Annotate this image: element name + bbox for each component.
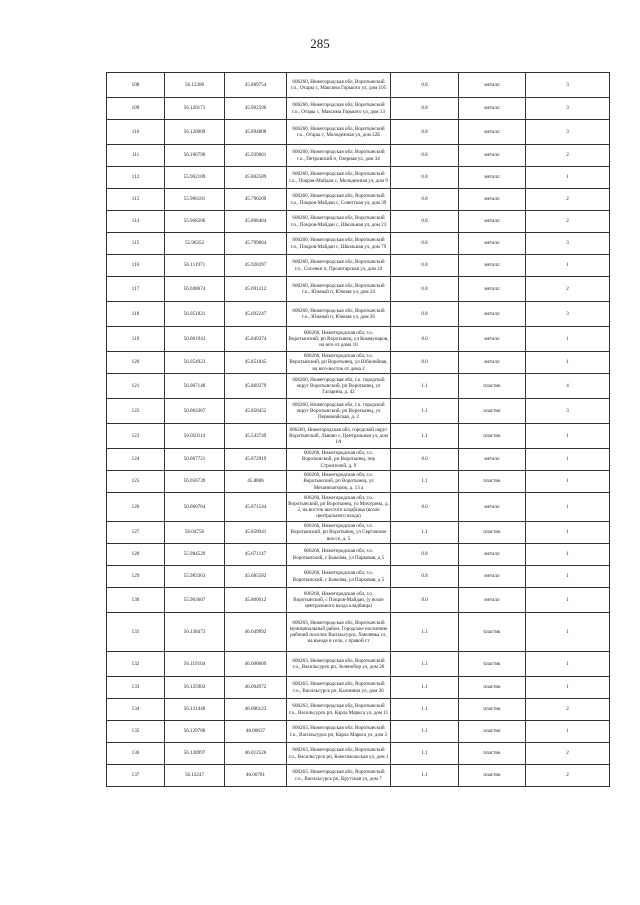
longitude-cell: 45.849374: [225, 327, 287, 352]
latitude-cell: 56.138473: [165, 613, 225, 652]
row-number-cell: 128: [107, 544, 165, 566]
row-number-cell: 125: [107, 471, 165, 493]
volume-cell: 1.1: [391, 652, 459, 677]
count-cell: 1: [526, 652, 610, 677]
table-row: [107, 566, 610, 588]
address-cell: 606260, Нижегородская обл, Воротынский г.о., Покров-Майдан с, Молодежная ул, дом 9: [287, 167, 391, 189]
row-number-cell: 110: [107, 120, 165, 145]
volume-cell: 1.1: [391, 699, 459, 721]
latitude-cell: 56.048674: [165, 277, 225, 302]
row-number-cell: 122: [107, 399, 165, 424]
material-cell: пластик: [459, 652, 526, 677]
volume-cell: 0.8: [391, 233, 459, 255]
longitude-cell: 46.006123: [225, 699, 287, 721]
volume-cell: 0.8: [391, 544, 459, 566]
table-row: [107, 493, 610, 522]
latitude-cell: 55.966101: [165, 189, 225, 211]
material-cell: пластик: [459, 743, 526, 765]
address-cell: 606260, Нижегородская обл, г.о. городской округ Воротынский, рп Воротынец, ул Первомайская, д. 2: [287, 399, 391, 424]
latitude-cell: 56.056739: [165, 471, 225, 493]
volume-cell: 0.8: [391, 98, 459, 120]
count-cell: 1: [526, 566, 610, 588]
longitude-cell: 45.894808: [225, 120, 287, 145]
row-number-cell: 131: [107, 613, 165, 652]
row-number-cell: 132: [107, 652, 165, 677]
address-cell: 606260, Нижегородская обл, г.о. Воротынский, рп Воротынец, ул Юбилейная, на юго-восток от дома 2: [287, 352, 391, 374]
longitude-cell: 46.012526: [225, 743, 287, 765]
latitude-cell: 56.120009: [165, 120, 225, 145]
volume-cell: 1.1: [391, 743, 459, 765]
material-cell: металл: [459, 233, 526, 255]
count-cell: 1: [526, 352, 610, 374]
count-cell: 1: [526, 424, 610, 449]
longitude-cell: 45.869379: [225, 374, 287, 399]
row-number-cell: 137: [107, 765, 165, 787]
volume-cell: 0.8: [391, 73, 459, 98]
material-cell: металл: [459, 255, 526, 277]
count-cell: 1: [526, 471, 610, 493]
longitude-cell: 45.872919: [225, 449, 287, 471]
table-row: [107, 211, 610, 233]
table-row: [107, 449, 610, 471]
longitude-cell: 45.692247: [225, 302, 287, 327]
material-cell: пластик: [459, 765, 526, 787]
count-cell: 1: [526, 721, 610, 743]
count-cell: 1: [526, 677, 610, 699]
row-number-cell: 113: [107, 189, 165, 211]
page-number: 285: [310, 36, 330, 51]
material-cell: пластик: [459, 424, 526, 449]
row-number-cell: 124: [107, 449, 165, 471]
longitude-cell: 45.799664: [225, 233, 287, 255]
volume-cell: 1.1: [391, 374, 459, 399]
material-cell: пластик: [459, 522, 526, 544]
address-cell: 606260, Нижегородская обл, г.о. Воротынский, рп Воротынец, ул Коммунаров, на юге от дома 10: [287, 327, 391, 352]
address-cell: 606263, Нижегородская обл, Воротынский г.о., Васильсурск рп, Зеленобор ул, дом 20: [287, 652, 391, 677]
longitude-cell: 45.858941: [225, 522, 287, 544]
volume-cell: 8.0: [391, 449, 459, 471]
table-row: [107, 120, 610, 145]
volume-cell: 1.1: [391, 522, 459, 544]
material-cell: металл: [459, 449, 526, 471]
material-cell: металл: [459, 352, 526, 374]
material-cell: металл: [459, 98, 526, 120]
volume-cell: 1.1: [391, 677, 459, 699]
longitude-cell: 45.543749: [225, 424, 287, 449]
count-cell: 1: [526, 449, 610, 471]
latitude-cell: 56.131448: [165, 699, 225, 721]
material-cell: металл: [459, 277, 526, 302]
material-cell: металл: [459, 588, 526, 613]
count-cell: 3: [526, 233, 610, 255]
longitude-cell: 46.049992: [225, 613, 287, 652]
latitude-cell: 56.128997: [165, 743, 225, 765]
table-row: [107, 613, 610, 652]
table-row: [107, 189, 610, 211]
address-cell: 606260, Нижегородская обл, г.о. Воротынский, с Быкоіма, ул Парковая, д 5: [287, 566, 391, 588]
row-number-cell: 116: [107, 255, 165, 277]
count-cell: 3: [526, 120, 610, 145]
count-cell: 1: [526, 327, 610, 352]
address-cell: 606260, Нижегородская обл, г.о. Воротынский, рп Воротынец, ул Сергачское шоссе, д. 5: [287, 522, 391, 544]
address-cell: 606260, Нижегородская обл, г.о. Воротынский, с Быкоіма, ул Парковая, д 5: [287, 544, 391, 566]
volume-cell: 1.1: [391, 399, 459, 424]
volume-cell: 0.8: [391, 302, 459, 327]
address-cell: 606260, Нижегородская обл, Воротынский г.о., Южный п, Южная ул, дом 24: [287, 277, 391, 302]
latitude-cell: 56.129788: [165, 721, 225, 743]
row-number-cell: 117: [107, 277, 165, 302]
latitude-cell: 56.111971: [165, 255, 225, 277]
longitude-cell: 45.871544: [225, 493, 287, 522]
volume-cell: 8.0: [391, 493, 459, 522]
material-cell: пластик: [459, 399, 526, 424]
latitude-cell: 55.96352: [165, 233, 225, 255]
latitude-cell: 56.12306: [165, 73, 225, 98]
row-number-cell: 135: [107, 721, 165, 743]
material-cell: металл: [459, 145, 526, 167]
longitude-cell: 45.671147: [225, 544, 287, 566]
volume-cell: 1.1: [391, 613, 459, 652]
volume-cell: 0.8: [391, 120, 459, 145]
volume-cell: 1.1: [391, 471, 459, 493]
longitude-cell: 45.8806: [225, 471, 287, 493]
count-cell: 3: [526, 98, 610, 120]
table-row: [107, 352, 610, 374]
longitude-cell: 46.008609: [225, 652, 287, 677]
row-number-cell: 126: [107, 493, 165, 522]
table-row: [107, 277, 610, 302]
count-cell: 1: [526, 167, 610, 189]
latitude-cell: 56.063367: [165, 399, 225, 424]
count-cell: 3: [526, 399, 610, 424]
latitude-cell: 56.067721: [165, 449, 225, 471]
row-number-cell: 134: [107, 699, 165, 721]
count-cell: 2: [526, 277, 610, 302]
volume-cell: 0.8: [391, 145, 459, 167]
longitude-cell: 45.889754: [225, 73, 287, 98]
latitude-cell: 55.983363: [165, 566, 225, 588]
address-cell: 606260, Нижегородская обл, Воротынский г.о., Покров-Майдан с, Школьная ул, дом 23: [287, 211, 391, 233]
material-cell: металл: [459, 211, 526, 233]
material-cell: пластик: [459, 721, 526, 743]
latitude-cell: 56.054923: [165, 352, 225, 374]
row-number-cell: 119: [107, 327, 165, 352]
material-cell: пластик: [459, 677, 526, 699]
latitude-cell: 55.963607: [165, 588, 225, 613]
address-cell: 606263, Нижегородская обл, Воротынский г.о., Васильсурск рп, Комсомольская ул, дом 1: [287, 743, 391, 765]
material-cell: металл: [459, 73, 526, 98]
address-cell: 606263, Нижегородская обл, Воротынский г.о., Васильсурск рп, Карла Маркса ул, дом 3: [287, 721, 391, 743]
table-row: [107, 399, 610, 424]
row-number-cell: 118: [107, 302, 165, 327]
address-cell: 606260, Нижегородская обл, Воротынский г.о., Петровский п, Озерная ул, дом 34: [287, 145, 391, 167]
table-row: [107, 255, 610, 277]
latitude-cell: 56.067148: [165, 374, 225, 399]
address-cell: 606260, Нижегородская обл, Воротынский г.о., Покров-Майдан с, Школьная ул, дом 79: [287, 233, 391, 255]
material-cell: металл: [459, 189, 526, 211]
table-row: [107, 327, 610, 352]
count-cell: 2: [526, 189, 610, 211]
volume-cell: 1.1: [391, 721, 459, 743]
volume-cell: 0.8: [391, 167, 459, 189]
table-body: [107, 73, 610, 787]
material-cell: металл: [459, 493, 526, 522]
container-sites-table: [106, 72, 610, 787]
row-number-cell: 115: [107, 233, 165, 255]
table-row: [107, 73, 610, 98]
volume-cell: 1.1: [391, 765, 459, 787]
row-number-cell: 109: [107, 98, 165, 120]
longitude-cell: 45.858452: [225, 399, 287, 424]
volume-cell: 8.0: [391, 352, 459, 374]
table-row: [107, 424, 610, 449]
count-cell: 2: [526, 211, 610, 233]
row-number-cell: 123: [107, 424, 165, 449]
address-cell: 606260, Нижегородская обл, Воротынский г.о., Покров-Майдан с, Советская ул, дом 39: [287, 189, 391, 211]
longitude-cell: 45.691212: [225, 277, 287, 302]
material-cell: пластик: [459, 613, 526, 652]
table-row: [107, 743, 610, 765]
address-cell: 606260, Нижегородская обл, Воротынский г.о., Отары с, Максима Горького ул, дом 13: [287, 98, 391, 120]
volume-cell: 0.8: [391, 189, 459, 211]
table-row: [107, 374, 610, 399]
longitude-cell: 45.851845: [225, 352, 287, 374]
latitude-cell: 56.106796: [165, 145, 225, 167]
row-number-cell: 136: [107, 743, 165, 765]
latitude-cell: 55.984529: [165, 544, 225, 566]
material-cell: металл: [459, 327, 526, 352]
table-row: [107, 167, 610, 189]
count-cell: 2: [526, 765, 610, 787]
address-cell: 606260, Нижегородская обл, Воротынский г.о., Южный п, Южная ул, дом 26: [287, 302, 391, 327]
row-number-cell: 108: [107, 73, 165, 98]
address-cell: 606263, Нижегородская обл, Воротынский муниципальный район, Городское поселение рабочий поселок Васильсурск, Хмелевка сл, на въезде в село, с правой ст: [287, 613, 391, 652]
row-number-cell: 112: [107, 167, 165, 189]
table-row: [107, 677, 610, 699]
count-cell: 1: [526, 544, 610, 566]
latitude-cell: 56.050114: [165, 424, 225, 449]
row-number-cell: 114: [107, 211, 165, 233]
address-cell: 606263, Нижегородская обл, Воротынский г.о., Васильсурск рп, Крутская ул, дом 7: [287, 765, 391, 787]
address-cell: 606263, Нижегородская обл, Воротынский г.о., Васильсурск рп, Карла Маркса ул, дом 11: [287, 699, 391, 721]
latitude-cell: 56.051821: [165, 302, 225, 327]
table-row: [107, 302, 610, 327]
table-row: [107, 765, 610, 787]
material-cell: металл: [459, 167, 526, 189]
table-row: [107, 522, 610, 544]
latitude-cell: 56.04756: [165, 522, 225, 544]
count-cell: 1: [526, 493, 610, 522]
material-cell: металл: [459, 566, 526, 588]
table-row: [107, 98, 610, 120]
table-row: [107, 145, 610, 167]
latitude-cell: 56.119104: [165, 652, 225, 677]
address-cell: 606260, Нижегородская обл, г.о. Воротынский, с Покров-Майдан, (у возле центрального входа кладбища): [287, 588, 391, 613]
count-cell: 2: [526, 145, 610, 167]
longitude-cell: 46.00637: [225, 721, 287, 743]
table-row: [107, 721, 610, 743]
count-cell: 4: [526, 374, 610, 399]
address-cell: 606260, Нижегородская обл, г.о. Воротынский, рп Воротынец, пер Строителей, д. 9: [287, 449, 391, 471]
count-cell: 1: [526, 255, 610, 277]
count-cell: 3: [526, 302, 610, 327]
address-cell: 606260, Нижегородская обл, г.о. Воротынский, рп Воротынец, ул Механизаторов, д. 13 а: [287, 471, 391, 493]
material-cell: пластик: [459, 699, 526, 721]
material-cell: металл: [459, 302, 526, 327]
count-cell: 1: [526, 613, 610, 652]
longitude-cell: 45.802589: [225, 167, 287, 189]
table-row: [107, 544, 610, 566]
material-cell: пластик: [459, 471, 526, 493]
latitude-cell: 56.061943: [165, 327, 225, 352]
longitude-cell: 45.685582: [225, 566, 287, 588]
row-number-cell: 120: [107, 352, 165, 374]
latitude-cell: 56.12247: [165, 765, 225, 787]
longitude-cell: 45.796209: [225, 189, 287, 211]
material-cell: металл: [459, 120, 526, 145]
address-cell: 606260, Нижегородская обл, Воротынский г.о., Сосенки п, Пролетарская ул, дом 24: [287, 255, 391, 277]
volume-cell: 0.8: [391, 255, 459, 277]
volume-cell: 0.8: [391, 211, 459, 233]
longitude-cell: 46.00781: [225, 765, 287, 787]
count-cell: 2: [526, 743, 610, 765]
address-cell: 606263, Нижегородская обл, Воротынский г.о., Васильсурск рп, Калинина ул, дом 20: [287, 677, 391, 699]
table-row: [107, 588, 610, 613]
latitude-cell: 56.060764: [165, 493, 225, 522]
volume-cell: 1.1: [391, 424, 459, 449]
longitude-cell: 45.939061: [225, 145, 287, 167]
address-cell: 606260, Нижегородская обл, Воротынский г.о., Отары с, Молодежная ул, дом 22Б: [287, 120, 391, 145]
material-cell: пластик: [459, 374, 526, 399]
volume-cell: 0.8: [391, 277, 459, 302]
volume-cell: 0.8: [391, 566, 459, 588]
row-number-cell: 111: [107, 145, 165, 167]
table-row: [107, 233, 610, 255]
count-cell: 1: [526, 522, 610, 544]
count-cell: 2: [526, 699, 610, 721]
longitude-cell: 45.808464: [225, 211, 287, 233]
count-cell: 3: [526, 73, 610, 98]
address-cell: 606260, Нижегородская обл, г.о. городской округ Воротынский, рп Воротынец, ул Гагарина, д. 42: [287, 374, 391, 399]
table-row: [107, 699, 610, 721]
row-number-cell: 133: [107, 677, 165, 699]
row-number-cell: 130: [107, 588, 165, 613]
row-number-cell: 129: [107, 566, 165, 588]
table-row: [107, 652, 610, 677]
volume-cell: 8.0: [391, 588, 459, 613]
longitude-cell: 45.928397: [225, 255, 287, 277]
address-cell: 606260, Нижегородская обл, городской округ Воротынский, Львово с, Центральная ул, дом 1А: [287, 424, 391, 449]
latitude-cell: 56.120171: [165, 98, 225, 120]
row-number-cell: 127: [107, 522, 165, 544]
address-cell: 606260, Нижегородская обл, Воротынский г.о., Отары с, Максима Горького ул, дом 105: [287, 73, 391, 98]
address-cell: 606260, Нижегородская обл, г.о. Воротынский, рп Воротынец, ул Мичурина, д. 2, на восток шестого кладбища (возле центрального входа): [287, 493, 391, 522]
longitude-cell: 45.902596: [225, 98, 287, 120]
count-cell: 1: [526, 588, 610, 613]
material-cell: металл: [459, 544, 526, 566]
row-number-cell: 121: [107, 374, 165, 399]
table-row: [107, 471, 610, 493]
volume-cell: 8.0: [391, 327, 459, 352]
latitude-cell: 55.962189: [165, 167, 225, 189]
latitude-cell: 56.125903: [165, 677, 225, 699]
longitude-cell: 46.004972: [225, 677, 287, 699]
longitude-cell: 45.800012: [225, 588, 287, 613]
latitude-cell: 55.968206: [165, 211, 225, 233]
